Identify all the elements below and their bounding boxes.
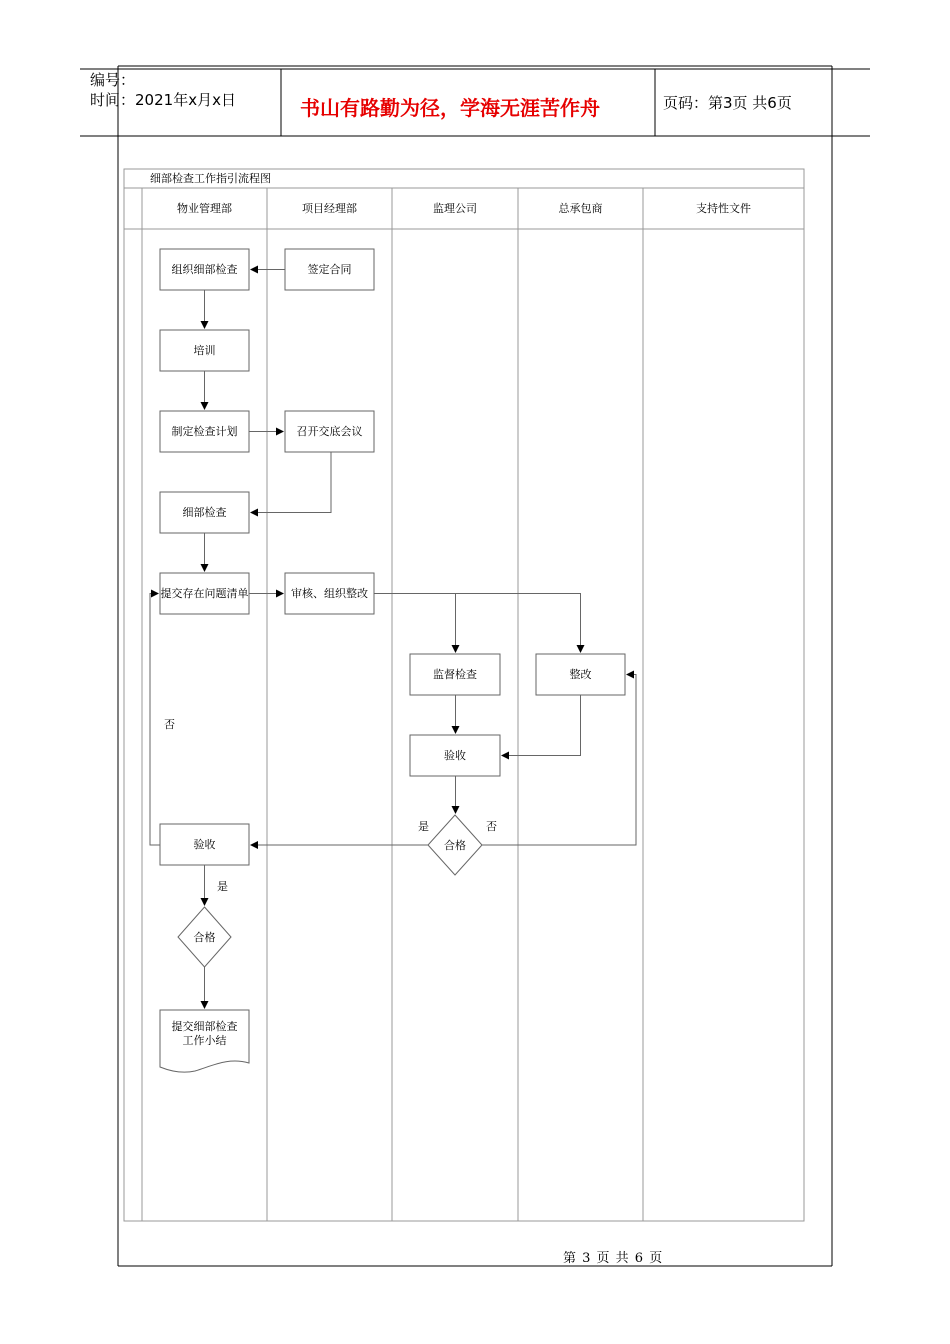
node-supervise: [410, 654, 500, 695]
node-training-label: 培训: [193, 344, 216, 357]
node-accept-supervisor: [410, 735, 500, 776]
node-summary-line1: 提交细部检查: [171, 1020, 238, 1033]
lane-header-supervisor: 监理公司: [433, 202, 477, 215]
node-meeting-label: 召开交底会议: [296, 425, 363, 438]
node-submit-issues: [160, 573, 249, 614]
node-rectify-label: 整改: [569, 668, 592, 681]
node-contract-label: 签定合同: [307, 263, 352, 276]
node-rectify: [536, 654, 625, 695]
node-plan: [160, 411, 249, 452]
node-summary-document: [160, 1010, 249, 1072]
label-yes-supervisor: 是: [418, 820, 429, 833]
lane-header-docs: 支持性文件: [696, 202, 751, 215]
connectors: [150, 270, 636, 1009]
node-qualified-property-label: 合格: [193, 931, 216, 944]
page-footer: 第 3 页 共 6 页: [563, 1251, 664, 1266]
node-detail-check-label: 细部检查: [182, 506, 227, 519]
lane-header-project: 项目经理部: [302, 202, 357, 215]
lane-header-contractor: 总承包商: [558, 202, 603, 215]
document-number-label: 编号：: [90, 71, 136, 89]
time-label: 时间：: [90, 91, 136, 109]
header-motto: 书山有路勤为径，学海无涯苦作舟: [300, 96, 600, 120]
node-accept-property-label: 验收: [193, 838, 216, 851]
time-value: 2021年x月x日: [135, 91, 236, 109]
node-review: [285, 573, 374, 614]
node-organize-label: 组织细部检查: [171, 263, 238, 276]
node-summary-line2: 工作小结: [182, 1034, 227, 1047]
node-meeting: [285, 411, 374, 452]
lane-header-property: 物业管理部: [177, 202, 232, 215]
label-yes-property: 是: [217, 880, 228, 893]
node-review-label: 审核、组织整改: [291, 587, 368, 600]
node-qualified-property: [178, 907, 231, 967]
node-contract: [285, 249, 374, 290]
label-no-supervisor: 否: [486, 820, 497, 833]
node-organize: [160, 249, 249, 290]
node-accept-property: [160, 824, 249, 865]
node-submit-issues-label: 提交存在问题清单: [160, 587, 249, 600]
node-training: [160, 330, 249, 371]
node-plan-label: 制定检查计划: [171, 425, 238, 438]
page-code: 页码：第3页 共6页: [663, 94, 792, 112]
node-qualified-supervisor-label: 合格: [444, 839, 466, 852]
node-accept-supervisor-label: 验收: [444, 749, 466, 762]
flowchart-title: 细部检查工作指引流程图: [150, 172, 271, 185]
node-detail-check: [160, 492, 249, 533]
node-qualified-supervisor: [428, 815, 482, 875]
node-supervise-label: 监督检查: [433, 668, 477, 681]
label-no-left: 否: [164, 718, 175, 731]
